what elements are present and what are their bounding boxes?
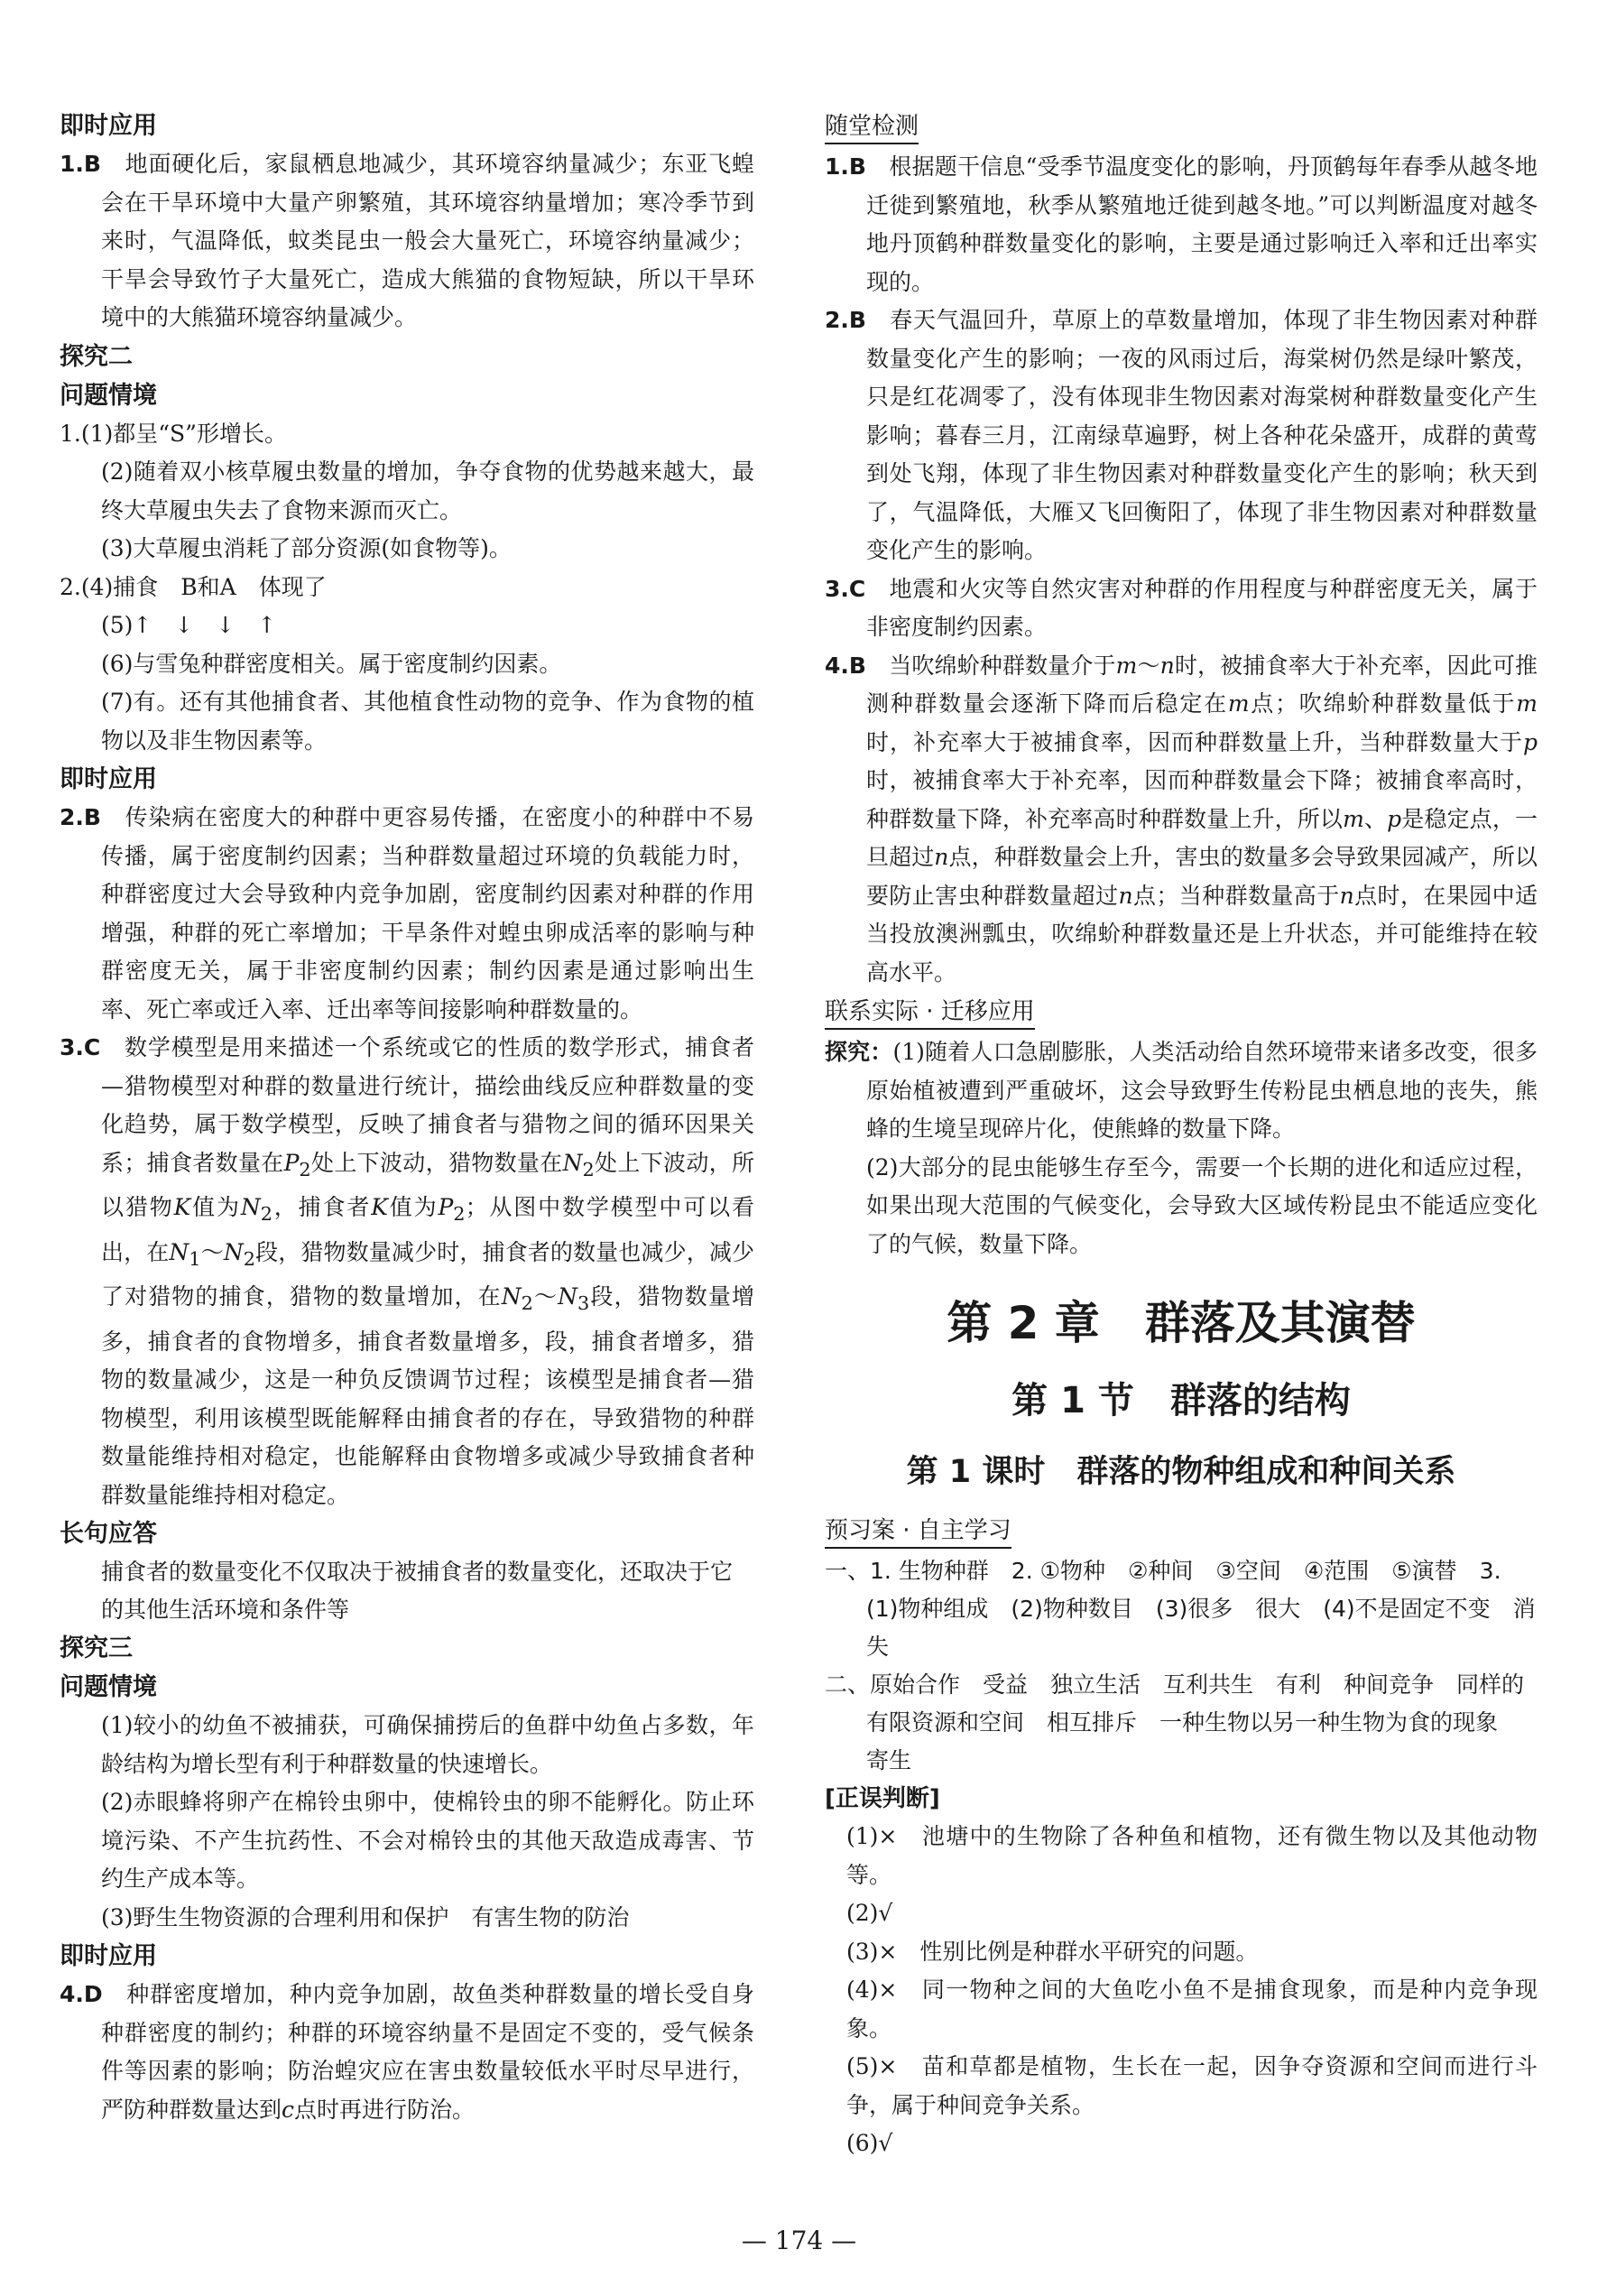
var-n: n [934, 844, 949, 870]
answer-text: 种群密度增加，种内竞争加剧，故鱼类种群数量的增长受自身种群密度的制约；种群的环境容纳量不是固定不变的，受气候条件等因素的影响；防治蝗灾应在害虫数量较低水平时尽早进行，严防种群数量达到 [101, 1981, 754, 2123]
test-answer-2 [825, 301, 1538, 570]
heading-preview: 预习案 · 自主学习 [825, 1514, 1011, 1549]
answer-1 [60, 145, 754, 338]
answer-text: 是稳定点，一旦超过 [866, 805, 1538, 870]
var-n: N [501, 1283, 522, 1310]
var-k: K [371, 1194, 388, 1220]
var-p: P [283, 1149, 300, 1176]
subscript: 2 [299, 1158, 311, 1180]
answer-text: 段，捕食者增多，猎物的数量减少，这是一种负反馈调节过程；该模型是捕食者—猎物模型，利用该模型既能解释由捕食者的存在，导致猎物的种群数量能维持相对稳定，也能解释由食物增多或减少导致捕食者种群数量能维持相对稳定。 [101, 1328, 754, 1508]
long-answer-text: 捕食者的数量变化不仅取决于被捕食者的数量变化，还取决于它的其他生活环境和条件等 [101, 1559, 734, 1623]
tilde: ～ [532, 1283, 559, 1310]
heading-problem-situation-2: 问题情境 [60, 381, 157, 410]
var-n: N [558, 1283, 577, 1310]
answer-text: 值为 [387, 1194, 439, 1220]
explore3-item-2: (2)赤眼蜂将卵产在棉铃虫卵中，使棉铃虫的卵不能孵化。防止环境污染、不产生抗药性、不会对棉铃虫的其他天敌造成毒害、节约生产成本等。 [101, 1789, 754, 1892]
subscript: 2 [582, 1158, 595, 1180]
subscript: 2 [243, 1247, 255, 1270]
answer-text: 时，补充率大于被捕食率，因而种群数量上升，当种群数量大于 [866, 728, 1523, 755]
explore2-item-5: (5)↑ ↓ ↓ ↑ [101, 612, 277, 638]
explore2-item-4: 2.(4)捕食 B和A 体现了 [60, 573, 327, 600]
answer-text: 段，猎物数量增多，捕食者的食物增多，捕食者数量增多， [101, 1283, 754, 1355]
answer-text: 点；当种群数量高于 [1132, 882, 1340, 909]
explore3-item-1: (1)较小的幼鱼不被捕获，可确保捕捞后的鱼群中幼鱼占多数，年龄结构为增长型有利于种群数量的快速增长。 [101, 1712, 754, 1777]
answer-4 [60, 1976, 754, 2129]
judgement-1: (1)× 池塘中的生物除了各种鱼和植物，还有微生物以及其他动物等。 [846, 1823, 1538, 1888]
subscript: 2 [260, 1203, 272, 1225]
explore2-item-1: 1.(1)都呈“S”形增长。 [60, 420, 287, 447]
lesson-title: 第 1 课时 群落的物种组成和种间关系 [906, 1454, 1456, 1490]
answer-text: 点时再进行防治。 [294, 2096, 476, 2123]
var-m: m [1343, 805, 1364, 832]
answer-text: 传染病在密度大的种群中更容易传播，在密度小的种群中不易传播，属于密度制约因素；当种群数量超过环境的负载能力时，种群密度过大会导致种内竞争加剧，密度制约因素对种群的作用增强，种群的死亡率增加；干旱条件对蝗虫卵成活率的影响与种群密度无关，属于非密度制约因素；制约因素是通过影响出生率、死亡率或迁入率、迁出率等间接影响种群数量的。 [101, 804, 754, 1023]
left-column [60, 106, 754, 2129]
heading-immediate-application-1: 即时应用 [60, 112, 157, 140]
answer-number: 2.B [825, 307, 866, 333]
answer-text: (1)随着人口急剧膨胀，人类活动给自然环境带来诸多改变，很多原始植被遭到严重破坏，这会导致野生传粉昆虫栖息地的丧失，熊蜂的生境呈现碎片化，使熊蜂的数量下降。 [866, 1039, 1538, 1142]
answer-number: 4.D [60, 1981, 103, 2007]
section-title: 第 1 节 群落的结构 [1011, 1380, 1351, 1421]
explore-label: 探究： [825, 1039, 893, 1065]
answer-number: 1.B [60, 151, 101, 177]
test-answer-1 [825, 148, 1538, 301]
var-n: n [1159, 652, 1175, 679]
explore2-item-2: (2)随着双小核草履虫数量的增加，争夺食物的优势越来越大，最终大草履虫失去了食物来源而灭亡。 [101, 458, 754, 523]
var-m: m [1227, 690, 1250, 717]
answer-text: 点，种群数量会上升，害虫的数量多会导致果园减产，所以要防止害虫种群数量超过 [866, 844, 1538, 909]
answer-text: 时，被捕食率大于补充率，因此可推测种群数量会逐渐下降而后稳定在 [866, 652, 1538, 717]
subscript: 2 [453, 1203, 466, 1225]
answer-number: 2.B [60, 804, 101, 830]
heading-explore-3: 探究三 [60, 1634, 133, 1662]
heading-problem-situation-3: 问题情境 [60, 1673, 157, 1701]
explore-answer-1 [825, 1033, 1538, 1149]
heading-in-class-test: 随堂检测 [825, 110, 919, 144]
heading-immediate-application-2: 即时应用 [60, 765, 157, 793]
answer-3 [60, 1029, 754, 1514]
var-n: n [1339, 882, 1354, 909]
var-c: c [282, 2096, 295, 2123]
subscript: 2 [521, 1292, 533, 1314]
subscript: 3 [577, 1292, 590, 1314]
preview-part-1: 一、1. 生物种群 2. ①物种 ②种间 ③空间 ④范围 ⑤演替 3. (1)物种组成 (2)物种数目 (3)很多 很大 (4)不是固定不变 消失 [825, 1558, 1536, 1660]
var-k: K [173, 1194, 191, 1220]
answer-number: 1.B [825, 153, 866, 180]
heading-explore-2: 探究二 [60, 342, 133, 371]
answer-text: 时，被捕食率大于补充率，因而种群数量会下降；被捕食率高时，种群数量下降，补充率高时种群数量上升，所以 [866, 767, 1538, 832]
heading-long-answer: 长句应答 [60, 1520, 157, 1548]
judgement-6: (6)√ [846, 2130, 893, 2156]
answer-text: 数学模型是用来描述一个系统或它的性质的数学形式，捕食者—猎物模型对种群的数量进行统计，描绘曲线反应种群数量的变化趋势，属于数学模型，反映了捕食者与猎物之间的循环因果关系；捕食者数量在 [101, 1034, 754, 1176]
answer-text: 处上下波动，所以猎物 [101, 1149, 754, 1220]
preview-part-2: 二、原始合作 受益 独立生活 互利共生 有利 种间竞争 同样的有限资源和空间 相互排斥 一种生物以另一种生物为食的现象 寄生 [825, 1671, 1525, 1773]
heading-true-false: [正误判断] [825, 1785, 940, 1812]
var-p: p [1522, 728, 1538, 755]
judgement-2: (2)√ [846, 1900, 893, 1926]
var-p: p [1387, 805, 1402, 832]
answer-text: 值为 [190, 1194, 241, 1220]
answer-text: 段，猎物数量减少时，捕食者的数量也减少，减少了对猎物的捕食，猎物的数量增加，在 [101, 1238, 754, 1310]
var-n: n [1118, 882, 1133, 909]
answer-number: 3.C [60, 1034, 101, 1060]
answer-text: 处上下波动，猎物数量在 [310, 1149, 563, 1176]
right-column [825, 106, 1538, 2163]
page-number: — 174 — [741, 2226, 857, 2255]
var-n: N [169, 1238, 189, 1265]
explore2-item-7: (7)有。还有其他捕食者、其他植食性动物的竞争、作为食物的植物以及非生物因素等。 [101, 689, 754, 754]
var-m: m [1115, 652, 1138, 679]
answer-2 [60, 799, 754, 1029]
answer-text: 根据题干信息“受季节温度变化的影响，丹顶鹤每年春季从越冬地迁徙到繁殖地，秋季从繁殖地迁徙到越冬地。”可以判断温度对越冬地丹顶鹤种群数量变化的影响，主要是通过影响迁入率和迁出率实现的。 [866, 153, 1538, 295]
judgement-4: (4)× 同一物种之间的大鱼吃小鱼不是捕食现象，而是种内竞争现象。 [846, 1977, 1538, 2041]
answer-text: 地震和火灾等自然灾害对种群的作用程度与种群密度无关，属于非密度制约因素。 [866, 575, 1538, 640]
var-n: N [562, 1149, 583, 1176]
answer-text: 点时，在果园中适当投放澳洲瓢虫，吹绵蚧种群数量还是上升状态，并可能维持在较高水平。 [866, 882, 1538, 986]
heading-practical-application: 联系实际 · 迁移应用 [825, 995, 1035, 1030]
judgement-5: (5)× 苗和草都是植物，生长在一起，因争夺资源和空间而进行斗争，属于种间竞争关系。 [846, 2053, 1538, 2118]
answer-text: ，捕食者 [272, 1194, 372, 1220]
answer-number: 3.C [825, 575, 866, 602]
judgement-3: (3)× 性别比例是种群水平研究的问题。 [846, 1938, 1259, 1965]
test-answer-4: 4.B 当吹绵蚧种群数量介于m～n时，被捕食率大于补充率，因此可推测种群数量会逐渐下降而后稳定在m点；吹绵蚧种群数量低于m时，补充率大于被捕食率，因而种群数量上升，当种群数量大于p时，被捕食率大于补充率，因而种群数量会下降；被捕食率高时，种群数量下降，补充率高时种群数量上升，所以m、p是稳定点，一旦超过n点，种群数量会上升，害虫的数量多会导致果园减产，所以要防止害虫种群数量超过n点；当种群数量高于n点时，在果园中适当投放澳洲瓢虫，吹绵蚧种群数量还是上升状态，并可能维持在较高水平。 [825, 652, 1538, 986]
explore2-item-6: (6)与雪兔种群密度相关。属于密度制约因素。 [101, 650, 562, 677]
answer-text: 地面硬化后，家鼠栖息地减少，其环境容纳量减少；东亚飞蝗会在干旱环境中大量产卵繁殖，其环境容纳量增加；寒冷季节到来时，气温降低，蚊类昆虫一般会大量死亡，环境容纳量减少；干旱会导致竹子大量死亡，造成大熊猫的食物短缺，所以干旱环境中的大熊猫环境容纳量减少。 [101, 151, 754, 330]
var-n: N [223, 1238, 244, 1265]
answer-text: ；从图中数学模型中可以看出，在 [101, 1194, 754, 1265]
heading-immediate-application-3: 即时应用 [60, 1942, 157, 1970]
tilde: ～ [200, 1238, 224, 1265]
comma: 、 [1363, 805, 1388, 832]
explore2-item-3: (3)大草履虫消耗了部分资源(如食物等)。 [101, 535, 512, 561]
explore3-item-3: (3)野生生物资源的合理利用和保护 有害生物的防治 [101, 1903, 630, 1930]
chapter-title: 第 2 章 群落及其演替 [947, 1297, 1416, 1349]
answer-number: 4.B [825, 652, 866, 679]
answer-text: 当吹绵蚧种群数量介于 [889, 652, 1116, 679]
var-m: m [1516, 690, 1538, 717]
answer-text: 春天气温回升，草原上的草数量增加，体现了非生物因素对种群数量变化产生的影响；一夜的风雨过后，海棠树仍然是绿叶繁茂，只是红花凋零了，没有体现非生物因素对海棠树种群数量变化产生影响；暮春三月，江南绿草遍野，树上各种花朵盛开，成群的黄莺到处飞翔，体现了非生物因素对种群数量变化产生的影响；秋天到了，气温降低，大雁又飞回衡阳了，体现了非生物因素对种群数量变化产生的影响。 [866, 307, 1538, 563]
explore-answer-2: (2)大部分的昆虫能够生存至今，需要一个长期的进化和适应过程，如果出现大范围的气候变化，会导致大区域传粉昆虫不能适应变化了的气候，数量下降。 [866, 1153, 1538, 1257]
var-p: P [438, 1194, 454, 1220]
test-answer-3 [825, 570, 1538, 647]
answer-text: 点；吹绵蚧种群数量低于 [1249, 690, 1517, 717]
var-n: N [240, 1194, 261, 1220]
subscript: 1 [189, 1247, 201, 1270]
